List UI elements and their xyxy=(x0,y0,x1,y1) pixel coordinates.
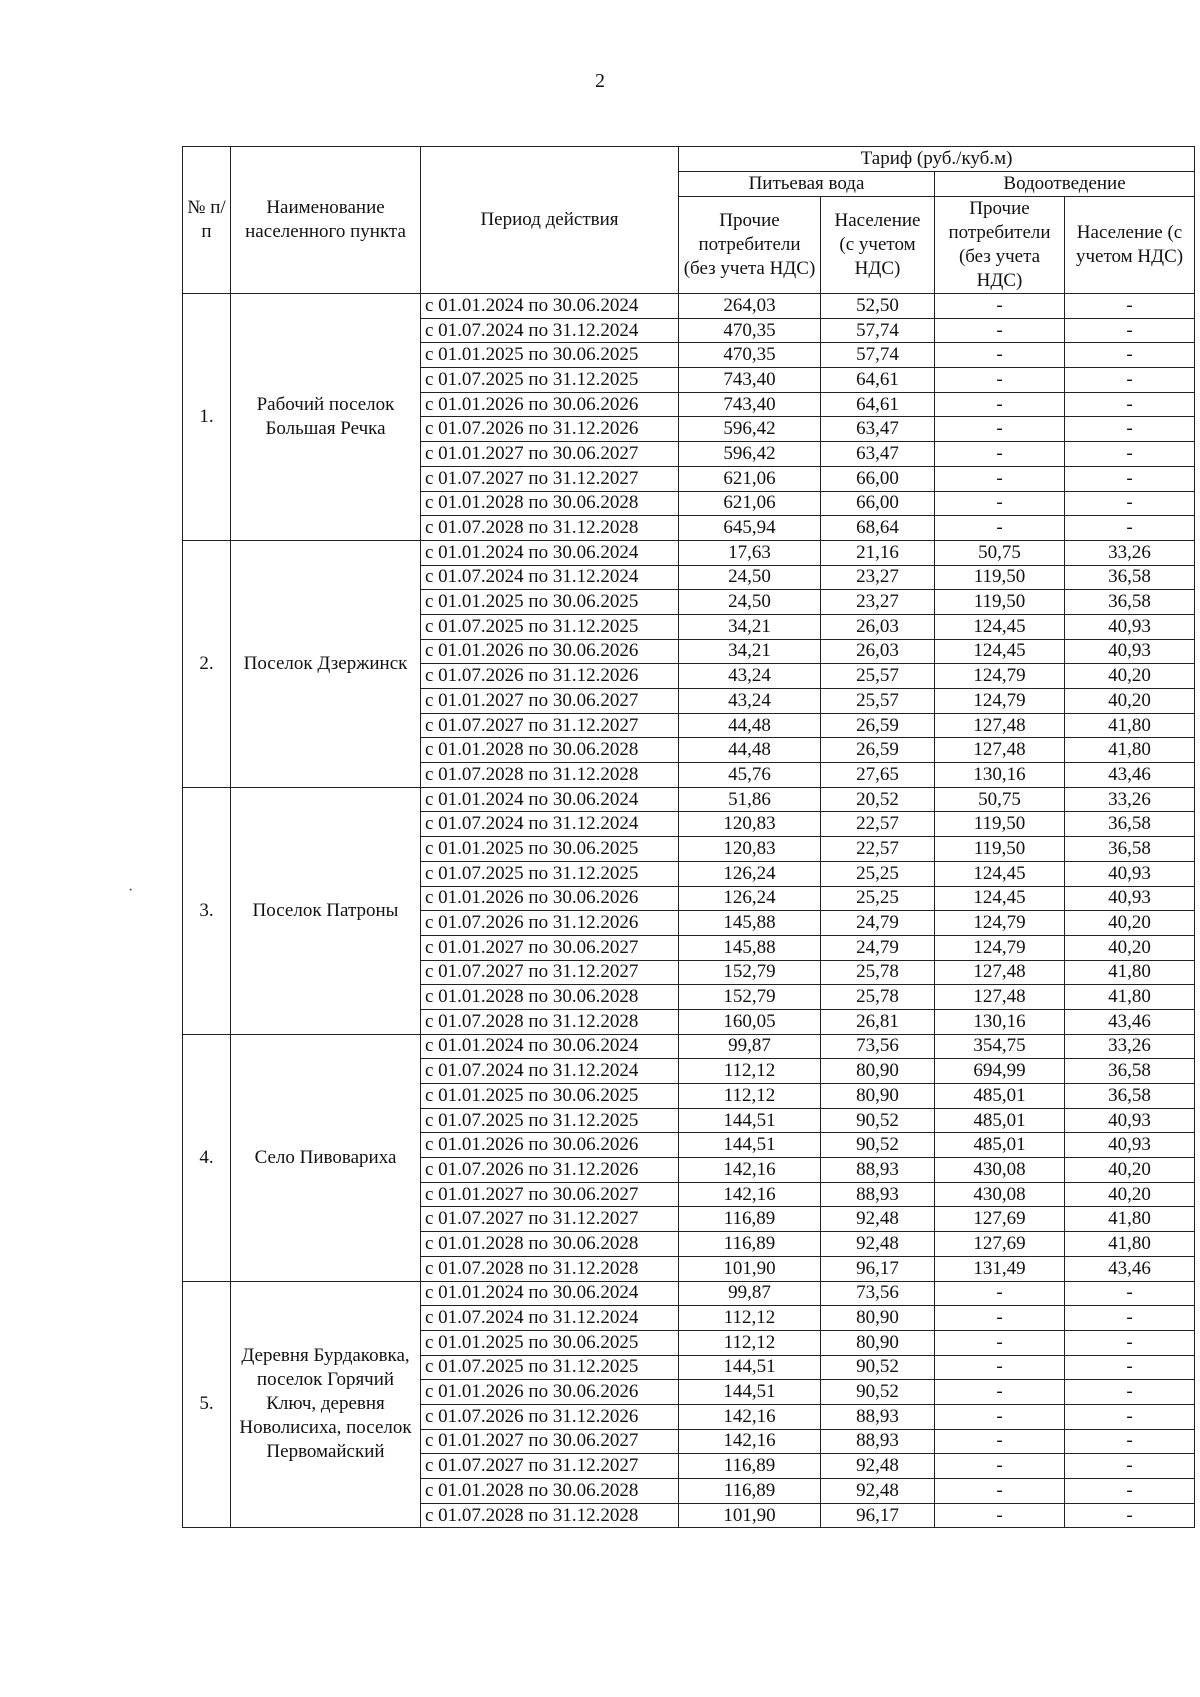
sewer-population-cell: 41,80 xyxy=(1065,738,1195,763)
water-other-consumers-cell: 152,79 xyxy=(679,960,821,985)
sewer-other-consumers-cell: 485,01 xyxy=(935,1133,1065,1158)
water-population-cell: 25,25 xyxy=(821,886,935,911)
water-other-consumers-cell: 142,16 xyxy=(679,1158,821,1183)
sewer-other-consumers-cell: 124,45 xyxy=(935,614,1065,639)
sewer-other-consumers-cell: 127,48 xyxy=(935,738,1065,763)
sewer-population-cell: 43,46 xyxy=(1065,763,1195,788)
period-cell: с 01.01.2028 по 30.06.2028 xyxy=(421,738,679,763)
table-header xyxy=(183,147,1195,294)
sewer-population-cell: 40,93 xyxy=(1065,639,1195,664)
period-cell: с 01.01.2026 по 30.06.2026 xyxy=(421,392,679,417)
header-col-settlement: Наименование населенного пункта xyxy=(231,147,421,294)
water-other-consumers-cell: 645,94 xyxy=(679,516,821,541)
period-cell: с 01.01.2028 по 30.06.2028 xyxy=(421,491,679,516)
water-population-cell: 80,90 xyxy=(821,1306,935,1331)
water-other-consumers-cell: 116,89 xyxy=(679,1207,821,1232)
period-cell: с 01.07.2024 по 31.12.2024 xyxy=(421,1306,679,1331)
sewer-other-consumers-cell: - xyxy=(935,1454,1065,1479)
water-other-consumers-cell: 45,76 xyxy=(679,763,821,788)
water-other-consumers-cell: 160,05 xyxy=(679,1009,821,1034)
water-population-cell: 64,61 xyxy=(821,392,935,417)
sewer-population-cell: 36,58 xyxy=(1065,565,1195,590)
water-population-cell: 22,57 xyxy=(821,812,935,837)
sewer-population-cell: 40,20 xyxy=(1065,689,1195,714)
water-population-cell: 66,00 xyxy=(821,466,935,491)
period-cell: с 01.07.2028 по 31.12.2028 xyxy=(421,763,679,788)
sewer-population-cell: 43,46 xyxy=(1065,1009,1195,1034)
sewer-population-cell: - xyxy=(1065,1503,1195,1528)
header-sewer-population: Население (с учетом НДС) xyxy=(1065,197,1195,294)
period-cell: с 01.07.2024 по 31.12.2024 xyxy=(421,565,679,590)
sewer-other-consumers-cell: - xyxy=(935,392,1065,417)
sewer-population-cell: 36,58 xyxy=(1065,1059,1195,1084)
sewer-other-consumers-cell: 127,48 xyxy=(935,960,1065,985)
water-population-cell: 73,56 xyxy=(821,1281,935,1306)
water-population-cell: 22,57 xyxy=(821,837,935,862)
water-population-cell: 26,59 xyxy=(821,738,935,763)
water-population-cell: 25,57 xyxy=(821,689,935,714)
water-population-cell: 96,17 xyxy=(821,1503,935,1528)
table-row xyxy=(183,1281,1195,1306)
water-population-cell: 88,93 xyxy=(821,1158,935,1183)
period-cell: с 01.07.2024 по 31.12.2024 xyxy=(421,1059,679,1084)
sewer-other-consumers-cell: - xyxy=(935,318,1065,343)
sewer-population-cell: - xyxy=(1065,1404,1195,1429)
water-other-consumers-cell: 142,16 xyxy=(679,1429,821,1454)
period-cell: с 01.01.2026 по 30.06.2026 xyxy=(421,886,679,911)
period-cell: с 01.07.2027 по 31.12.2027 xyxy=(421,1454,679,1479)
water-other-consumers-cell: 152,79 xyxy=(679,985,821,1010)
water-population-cell: 88,93 xyxy=(821,1182,935,1207)
section-number: 4. xyxy=(183,1034,231,1281)
water-other-consumers-cell: 43,24 xyxy=(679,689,821,714)
water-other-consumers-cell: 112,12 xyxy=(679,1330,821,1355)
sewer-population-cell: 41,80 xyxy=(1065,960,1195,985)
water-other-consumers-cell: 144,51 xyxy=(679,1380,821,1405)
period-cell: с 01.01.2025 по 30.06.2025 xyxy=(421,837,679,862)
period-cell: с 01.01.2027 по 30.06.2027 xyxy=(421,442,679,467)
header-tariff-group: Тариф (руб./куб.м) xyxy=(679,147,1195,172)
water-population-cell: 63,47 xyxy=(821,442,935,467)
period-cell: с 01.07.2026 по 31.12.2026 xyxy=(421,1404,679,1429)
water-other-consumers-cell: 120,83 xyxy=(679,837,821,862)
sewer-population-cell: 36,58 xyxy=(1065,812,1195,837)
sewer-other-consumers-cell: - xyxy=(935,1281,1065,1306)
page-number: 2 xyxy=(595,70,605,92)
period-cell: с 01.07.2027 по 31.12.2027 xyxy=(421,1207,679,1232)
water-population-cell: 21,16 xyxy=(821,540,935,565)
sewer-population-cell: 41,80 xyxy=(1065,985,1195,1010)
period-cell: с 01.01.2027 по 30.06.2027 xyxy=(421,1182,679,1207)
water-other-consumers-cell: 126,24 xyxy=(679,861,821,886)
sewer-population-cell: - xyxy=(1065,1281,1195,1306)
period-cell: с 01.01.2024 по 30.06.2024 xyxy=(421,294,679,319)
water-other-consumers-cell: 142,16 xyxy=(679,1404,821,1429)
period-cell: с 01.01.2027 по 30.06.2027 xyxy=(421,935,679,960)
header-sewer-other-consumers: Прочие потребители (без учета НДС) xyxy=(935,197,1065,294)
sewer-other-consumers-cell: 485,01 xyxy=(935,1108,1065,1133)
sewer-other-consumers-cell: 130,16 xyxy=(935,1009,1065,1034)
water-other-consumers-cell: 51,86 xyxy=(679,787,821,812)
water-population-cell: 96,17 xyxy=(821,1256,935,1281)
water-population-cell: 26,59 xyxy=(821,713,935,738)
table-row xyxy=(183,787,1195,812)
tariff-table xyxy=(182,146,1195,1528)
sewer-population-cell: 41,80 xyxy=(1065,713,1195,738)
water-other-consumers-cell: 112,12 xyxy=(679,1084,821,1109)
period-cell: с 01.01.2028 по 30.06.2028 xyxy=(421,1479,679,1504)
sewer-other-consumers-cell: - xyxy=(935,466,1065,491)
sewer-other-consumers-cell: 50,75 xyxy=(935,787,1065,812)
period-cell: с 01.07.2028 по 31.12.2028 xyxy=(421,1256,679,1281)
sewer-other-consumers-cell: - xyxy=(935,1355,1065,1380)
period-cell: с 01.07.2027 по 31.12.2027 xyxy=(421,960,679,985)
sewer-population-cell: 40,20 xyxy=(1065,664,1195,689)
sewer-other-consumers-cell: - xyxy=(935,1429,1065,1454)
sewer-population-cell: - xyxy=(1065,343,1195,368)
sewer-other-consumers-cell: 119,50 xyxy=(935,590,1065,615)
water-population-cell: 26,03 xyxy=(821,614,935,639)
sewer-other-consumers-cell: - xyxy=(935,343,1065,368)
water-population-cell: 63,47 xyxy=(821,417,935,442)
sewer-population-cell: 41,80 xyxy=(1065,1207,1195,1232)
sewer-other-consumers-cell: - xyxy=(935,294,1065,319)
period-cell: с 01.07.2028 по 31.12.2028 xyxy=(421,516,679,541)
water-population-cell: 26,03 xyxy=(821,639,935,664)
period-cell: с 01.01.2024 по 30.06.2024 xyxy=(421,787,679,812)
sewer-population-cell: - xyxy=(1065,417,1195,442)
period-cell: с 01.07.2024 по 31.12.2024 xyxy=(421,318,679,343)
water-other-consumers-cell: 470,35 xyxy=(679,343,821,368)
table-row xyxy=(183,540,1195,565)
water-population-cell: 26,81 xyxy=(821,1009,935,1034)
sewer-other-consumers-cell: 131,49 xyxy=(935,1256,1065,1281)
water-population-cell: 25,25 xyxy=(821,861,935,886)
sewer-other-consumers-cell: 127,48 xyxy=(935,713,1065,738)
water-population-cell: 92,48 xyxy=(821,1232,935,1257)
water-other-consumers-cell: 621,06 xyxy=(679,466,821,491)
sewer-other-consumers-cell: 119,50 xyxy=(935,565,1065,590)
water-population-cell: 24,79 xyxy=(821,935,935,960)
water-other-consumers-cell: 99,87 xyxy=(679,1281,821,1306)
sewer-other-consumers-cell: - xyxy=(935,516,1065,541)
header-col-period: Период действия xyxy=(421,147,679,294)
period-cell: с 01.01.2027 по 30.06.2027 xyxy=(421,689,679,714)
water-population-cell: 57,74 xyxy=(821,343,935,368)
sewer-other-consumers-cell: 124,79 xyxy=(935,911,1065,936)
water-other-consumers-cell: 112,12 xyxy=(679,1306,821,1331)
water-population-cell: 80,90 xyxy=(821,1059,935,1084)
sewer-other-consumers-cell: - xyxy=(935,491,1065,516)
period-cell: с 01.01.2028 по 30.06.2028 xyxy=(421,1232,679,1257)
water-population-cell: 88,93 xyxy=(821,1429,935,1454)
water-other-consumers-cell: 116,89 xyxy=(679,1479,821,1504)
sewer-other-consumers-cell: - xyxy=(935,1479,1065,1504)
water-other-consumers-cell: 144,51 xyxy=(679,1355,821,1380)
sewer-other-consumers-cell: - xyxy=(935,1380,1065,1405)
water-other-consumers-cell: 17,63 xyxy=(679,540,821,565)
sewer-other-consumers-cell: 124,79 xyxy=(935,935,1065,960)
sewer-other-consumers-cell: 127,48 xyxy=(935,985,1065,1010)
sewer-population-cell: 40,93 xyxy=(1065,861,1195,886)
water-population-cell: 57,74 xyxy=(821,318,935,343)
sewer-population-cell: 40,20 xyxy=(1065,911,1195,936)
water-other-consumers-cell: 144,51 xyxy=(679,1133,821,1158)
sewer-population-cell: 36,58 xyxy=(1065,837,1195,862)
period-cell: с 01.01.2026 по 30.06.2026 xyxy=(421,1133,679,1158)
sewer-population-cell: - xyxy=(1065,1380,1195,1405)
sewer-population-cell: 40,20 xyxy=(1065,1182,1195,1207)
sewer-population-cell: 33,26 xyxy=(1065,1034,1195,1059)
sewer-population-cell: 43,46 xyxy=(1065,1256,1195,1281)
period-cell: с 01.07.2028 по 31.12.2028 xyxy=(421,1503,679,1528)
water-other-consumers-cell: 44,48 xyxy=(679,738,821,763)
period-cell: с 01.07.2025 по 31.12.2025 xyxy=(421,1355,679,1380)
water-population-cell: 80,90 xyxy=(821,1084,935,1109)
sewer-other-consumers-cell: 430,08 xyxy=(935,1158,1065,1183)
period-cell: с 01.01.2027 по 30.06.2027 xyxy=(421,1429,679,1454)
header-wastewater: Водоотведение xyxy=(935,172,1195,197)
sewer-population-cell: 40,93 xyxy=(1065,614,1195,639)
sewer-other-consumers-cell: - xyxy=(935,417,1065,442)
sewer-other-consumers-cell: 124,45 xyxy=(935,861,1065,886)
water-other-consumers-cell: 621,06 xyxy=(679,491,821,516)
sewer-population-cell: 40,93 xyxy=(1065,886,1195,911)
settlement-name: Поселок Патроны xyxy=(231,787,421,1034)
sewer-population-cell: 33,26 xyxy=(1065,540,1195,565)
water-population-cell: 64,61 xyxy=(821,368,935,393)
table-row xyxy=(183,1034,1195,1059)
sewer-other-consumers-cell: 119,50 xyxy=(935,812,1065,837)
water-other-consumers-cell: 44,48 xyxy=(679,713,821,738)
settlement-name: Село Пивовариха xyxy=(231,1034,421,1281)
period-cell: с 01.01.2026 по 30.06.2026 xyxy=(421,639,679,664)
water-population-cell: 52,50 xyxy=(821,294,935,319)
period-cell: с 01.07.2026 по 31.12.2026 xyxy=(421,911,679,936)
sewer-population-cell: - xyxy=(1065,1454,1195,1479)
water-population-cell: 92,48 xyxy=(821,1479,935,1504)
sewer-population-cell: 40,20 xyxy=(1065,1158,1195,1183)
water-other-consumers-cell: 101,90 xyxy=(679,1256,821,1281)
water-other-consumers-cell: 116,89 xyxy=(679,1454,821,1479)
period-cell: с 01.07.2026 по 31.12.2026 xyxy=(421,664,679,689)
water-population-cell: 27,65 xyxy=(821,763,935,788)
period-cell: с 01.01.2025 по 30.06.2025 xyxy=(421,343,679,368)
table-body xyxy=(183,294,1195,1528)
sewer-population-cell: - xyxy=(1065,516,1195,541)
sewer-population-cell: 40,93 xyxy=(1065,1133,1195,1158)
water-other-consumers-cell: 743,40 xyxy=(679,368,821,393)
sewer-other-consumers-cell: 430,08 xyxy=(935,1182,1065,1207)
water-population-cell: 90,52 xyxy=(821,1108,935,1133)
sewer-other-consumers-cell: - xyxy=(935,1404,1065,1429)
header-drinking-water: Питьевая вода xyxy=(679,172,935,197)
water-population-cell: 92,48 xyxy=(821,1207,935,1232)
period-cell: с 01.07.2025 по 31.12.2025 xyxy=(421,614,679,639)
water-other-consumers-cell: 743,40 xyxy=(679,392,821,417)
sewer-other-consumers-cell: 485,01 xyxy=(935,1084,1065,1109)
section-number: 2. xyxy=(183,540,231,787)
water-population-cell: 73,56 xyxy=(821,1034,935,1059)
period-cell: с 01.01.2024 по 30.06.2024 xyxy=(421,540,679,565)
water-population-cell: 92,48 xyxy=(821,1454,935,1479)
period-cell: с 01.01.2026 по 30.06.2026 xyxy=(421,1380,679,1405)
section-number: 3. xyxy=(183,787,231,1034)
period-cell: с 01.01.2025 по 30.06.2025 xyxy=(421,590,679,615)
water-other-consumers-cell: 145,88 xyxy=(679,911,821,936)
period-cell: с 01.01.2024 по 30.06.2024 xyxy=(421,1281,679,1306)
sewer-other-consumers-cell: 127,69 xyxy=(935,1207,1065,1232)
period-cell: с 01.07.2028 по 31.12.2028 xyxy=(421,1009,679,1034)
water-population-cell: 23,27 xyxy=(821,590,935,615)
sewer-other-consumers-cell: 124,45 xyxy=(935,886,1065,911)
header-water-other-consumers: Прочие потребители (без учета НДС) xyxy=(679,197,821,294)
water-population-cell: 90,52 xyxy=(821,1355,935,1380)
sewer-other-consumers-cell: - xyxy=(935,1330,1065,1355)
sewer-other-consumers-cell: 130,16 xyxy=(935,763,1065,788)
sewer-population-cell: - xyxy=(1065,392,1195,417)
sewer-other-consumers-cell: 124,79 xyxy=(935,664,1065,689)
water-other-consumers-cell: 34,21 xyxy=(679,614,821,639)
water-population-cell: 25,78 xyxy=(821,960,935,985)
period-cell: с 01.01.2028 по 30.06.2028 xyxy=(421,985,679,1010)
water-population-cell: 80,90 xyxy=(821,1330,935,1355)
water-population-cell: 20,52 xyxy=(821,787,935,812)
sewer-population-cell: - xyxy=(1065,491,1195,516)
section-number: 1. xyxy=(183,294,231,541)
water-other-consumers-cell: 596,42 xyxy=(679,442,821,467)
water-other-consumers-cell: 24,50 xyxy=(679,590,821,615)
sewer-other-consumers-cell: 354,75 xyxy=(935,1034,1065,1059)
water-other-consumers-cell: 596,42 xyxy=(679,417,821,442)
water-population-cell: 23,27 xyxy=(821,565,935,590)
period-cell: с 01.07.2027 по 31.12.2027 xyxy=(421,466,679,491)
stray-mark: · xyxy=(128,882,134,899)
water-other-consumers-cell: 142,16 xyxy=(679,1182,821,1207)
period-cell: с 01.07.2027 по 31.12.2027 xyxy=(421,713,679,738)
sewer-other-consumers-cell: - xyxy=(935,368,1065,393)
sewer-population-cell: 36,58 xyxy=(1065,1084,1195,1109)
period-cell: с 01.01.2025 по 30.06.2025 xyxy=(421,1330,679,1355)
sewer-other-consumers-cell: - xyxy=(935,1306,1065,1331)
sewer-population-cell: - xyxy=(1065,368,1195,393)
water-other-consumers-cell: 24,50 xyxy=(679,565,821,590)
period-cell: с 01.01.2025 по 30.06.2025 xyxy=(421,1084,679,1109)
sewer-population-cell: - xyxy=(1065,1429,1195,1454)
header-col-number: № п/п xyxy=(183,147,231,294)
sewer-population-cell: - xyxy=(1065,294,1195,319)
period-cell: с 01.07.2025 по 31.12.2025 xyxy=(421,1108,679,1133)
settlement-name: Поселок Дзержинск xyxy=(231,540,421,787)
period-cell: с 01.01.2024 по 30.06.2024 xyxy=(421,1034,679,1059)
water-other-consumers-cell: 144,51 xyxy=(679,1108,821,1133)
sewer-other-consumers-cell: 124,45 xyxy=(935,639,1065,664)
water-other-consumers-cell: 264,03 xyxy=(679,294,821,319)
sewer-other-consumers-cell: - xyxy=(935,1503,1065,1528)
sewer-population-cell: - xyxy=(1065,466,1195,491)
water-population-cell: 68,64 xyxy=(821,516,935,541)
sewer-population-cell: 33,26 xyxy=(1065,787,1195,812)
sewer-population-cell: 40,93 xyxy=(1065,1108,1195,1133)
period-cell: с 01.07.2025 по 31.12.2025 xyxy=(421,368,679,393)
sewer-population-cell: - xyxy=(1065,1479,1195,1504)
sewer-population-cell: 40,20 xyxy=(1065,935,1195,960)
water-other-consumers-cell: 116,89 xyxy=(679,1232,821,1257)
sewer-population-cell: - xyxy=(1065,442,1195,467)
water-other-consumers-cell: 101,90 xyxy=(679,1503,821,1528)
table-row xyxy=(183,294,1195,319)
settlement-name: Рабочий поселок Большая Речка xyxy=(231,294,421,541)
sewer-population-cell: - xyxy=(1065,1306,1195,1331)
water-population-cell: 88,93 xyxy=(821,1404,935,1429)
water-other-consumers-cell: 34,21 xyxy=(679,639,821,664)
water-population-cell: 24,79 xyxy=(821,911,935,936)
period-cell: с 01.07.2025 по 31.12.2025 xyxy=(421,861,679,886)
water-other-consumers-cell: 145,88 xyxy=(679,935,821,960)
sewer-population-cell: - xyxy=(1065,1355,1195,1380)
water-population-cell: 25,57 xyxy=(821,664,935,689)
water-other-consumers-cell: 470,35 xyxy=(679,318,821,343)
water-other-consumers-cell: 126,24 xyxy=(679,886,821,911)
water-population-cell: 25,78 xyxy=(821,985,935,1010)
sewer-other-consumers-cell: 119,50 xyxy=(935,837,1065,862)
water-other-consumers-cell: 120,83 xyxy=(679,812,821,837)
header-water-population: Население (с учетом НДС) xyxy=(821,197,935,294)
sewer-other-consumers-cell: 694,99 xyxy=(935,1059,1065,1084)
water-other-consumers-cell: 112,12 xyxy=(679,1059,821,1084)
sewer-other-consumers-cell: 124,79 xyxy=(935,689,1065,714)
section-number: 5. xyxy=(183,1281,231,1528)
sewer-population-cell: - xyxy=(1065,318,1195,343)
water-population-cell: 90,52 xyxy=(821,1133,935,1158)
water-population-cell: 66,00 xyxy=(821,491,935,516)
period-cell: с 01.07.2026 по 31.12.2026 xyxy=(421,1158,679,1183)
period-cell: с 01.07.2024 по 31.12.2024 xyxy=(421,812,679,837)
water-other-consumers-cell: 43,24 xyxy=(679,664,821,689)
period-cell: с 01.07.2026 по 31.12.2026 xyxy=(421,417,679,442)
sewer-other-consumers-cell: - xyxy=(935,442,1065,467)
sewer-population-cell: - xyxy=(1065,1330,1195,1355)
settlement-name: Деревня Бурдаковка, поселок Горячий Ключ, деревня Новолисиха, поселок Первомайский xyxy=(231,1281,421,1528)
water-other-consumers-cell: 99,87 xyxy=(679,1034,821,1059)
sewer-population-cell: 41,80 xyxy=(1065,1232,1195,1257)
sewer-other-consumers-cell: 50,75 xyxy=(935,540,1065,565)
sewer-population-cell: 36,58 xyxy=(1065,590,1195,615)
water-population-cell: 90,52 xyxy=(821,1380,935,1405)
sewer-other-consumers-cell: 127,69 xyxy=(935,1232,1065,1257)
